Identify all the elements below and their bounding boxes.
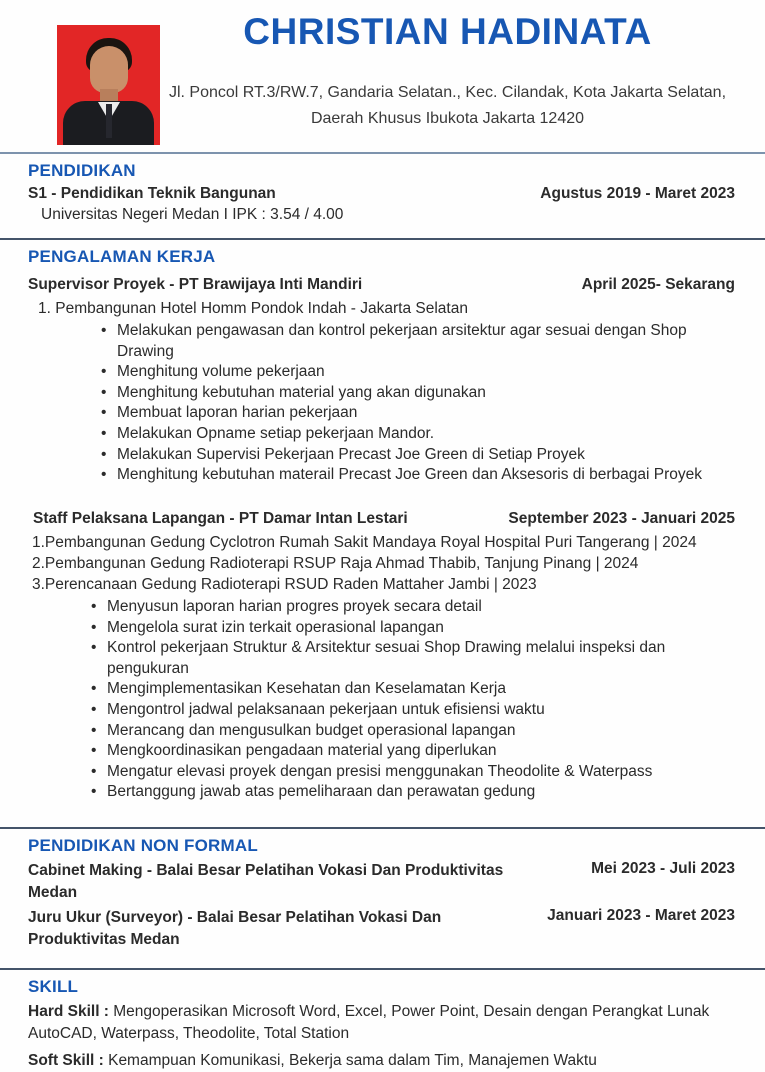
soft-skill-paragraph — [28, 1050, 735, 1072]
soft-skill-text: Kemampuan Komunikasi, Bekerja sama dalam Tim, Manajemen Waktu — [103, 1051, 597, 1069]
task-item: • Membuat laporan harian pekerjaan — [100, 403, 735, 424]
divider — [0, 152, 765, 154]
project-item: 1.Pembangunan Gedung Cyclotron Rumah Sakit Mandaya Royal Hospital Puri Tangerang | 2024 — [32, 533, 697, 551]
project-item: 1. Pembangunan Hotel Homm Pondok Indah - Jakarta Selatan — [38, 300, 468, 317]
address-line-2: Daerah Khusus Ibukota Jakarta 12420 — [310, 109, 585, 127]
address-line-1: Jl. Poncol RT.3/RW.7, Gandaria Selatan., Kec. Cilandak, Kota Jakarta Selatan, — [168, 83, 727, 101]
hard-skill-label: Hard Skill : — [28, 1002, 109, 1020]
divider — [0, 827, 765, 829]
section-title-education: PENDIDIKAN — [28, 161, 136, 180]
task-item: • Melakukan pengawasan dan kontrol pekerjaan arsitektur agar sesuai dengan Shop Drawing — [100, 321, 735, 362]
nonformal-course: Juru Ukur (Surveyor) - Balai Besar Pelatihan Vokasi Dan Produktivitas Medan — [28, 908, 442, 949]
address — [169, 80, 726, 132]
education-degree: S1 - Pendidikan Teknik Bangunan — [28, 185, 276, 202]
photo-tie-shape — [106, 104, 112, 138]
task-item: • Kontrol pekerjaan Struktur & Arsitektur sesuai Shop Drawing melalui inspeksi dan pengukuran — [90, 638, 735, 679]
task-item: • Melakukan Supervisi Pekerjaan Precast Joe Green di Setiap Proyek — [100, 445, 735, 466]
education-period: Agustus 2019 - Maret 2023 — [540, 185, 735, 202]
task-item: • Mengatur elevasi proyek dengan presisi menggunakan Theodolite & Waterpass — [90, 762, 735, 783]
section-title-experience: PENGALAMAN KERJA — [28, 247, 216, 266]
profile-photo — [57, 25, 160, 145]
education-detail: Universitas Negeri Medan I IPK : 3.54 / 4.00 — [41, 206, 344, 223]
project-list — [28, 298, 735, 319]
nonformal-period: Mei 2023 - Juli 2023 — [591, 860, 735, 877]
job-role: Staff Pelaksana Lapangan - PT Damar Intan Lestari — [33, 509, 408, 527]
hard-skill-paragraph — [28, 1001, 735, 1046]
page-title: CHRISTIAN HADINATA — [243, 11, 652, 52]
task-item: • Mengontrol jadwal pelaksanaan pekerjaan untuk efisiensi waktu — [90, 700, 735, 721]
job-period: April 2025- Sekarang — [581, 276, 735, 293]
job-header — [28, 510, 735, 528]
project-list — [28, 532, 735, 595]
header-text — [160, 12, 735, 145]
job-staff-pelaksana — [28, 510, 735, 803]
task-list — [28, 321, 735, 486]
divider — [0, 238, 765, 240]
task-item: • Merancang dan mengusulkan budget operasional lapangan — [90, 721, 735, 742]
task-item: • Mengkoordinasikan pengadaan material yang diperlukan — [90, 741, 735, 762]
section-education — [0, 161, 765, 238]
job-supervisor-proyek — [28, 276, 735, 486]
task-item: • Menghitung kebutuhan material yang akan digunakan — [100, 383, 735, 404]
job-period: September 2023 - Januari 2025 — [508, 509, 735, 527]
job-header — [28, 276, 735, 294]
section-experience — [0, 247, 765, 827]
divider — [0, 968, 765, 970]
job-role: Supervisor Proyek - PT Brawijaya Inti Mandiri — [28, 276, 363, 293]
task-list — [28, 597, 735, 803]
header — [0, 0, 765, 145]
photo-face-shape — [90, 46, 128, 93]
task-item: • Mengelola surat izin terkait operasional lapangan — [90, 618, 735, 639]
nonformal-course: Cabinet Making - Balai Besar Pelatihan Vokasi Dan Produktivitas Medan — [28, 862, 504, 902]
education-row — [28, 185, 735, 203]
task-item: • Menghitung kebutuhan materail Precast Joe Green dan Aksesoris di berbagai Proyek — [100, 465, 735, 486]
section-nonformal — [0, 836, 765, 968]
soft-skill-label: Soft Skill : — [28, 1051, 104, 1069]
hard-skill-text: Mengoperasikan Microsoft Word, Excel, Power Point, Desain dengan Perangkat Lunak AutoCAD, Waterpass, Theodolite, Total Station — [28, 1002, 710, 1043]
section-title-skill: SKILL — [28, 976, 79, 996]
nonformal-row — [28, 860, 735, 905]
project-item: 3.Perencanaan Gedung Radioterapi RSUD Raden Mattaher Jambi | 2023 — [32, 575, 537, 593]
nonformal-period: Januari 2023 - Maret 2023 — [547, 906, 735, 924]
task-item: • Menghitung volume pekerjaan — [100, 362, 735, 383]
section-skill — [0, 977, 765, 1072]
section-title-nonformal: PENDIDIKAN NON FORMAL — [28, 836, 258, 855]
task-item: • Mengimplementasikan Kesehatan dan Keselamatan Kerja — [90, 679, 735, 700]
task-item: • Melakukan Opname setiap pekerjaan Mandor. — [100, 424, 735, 445]
nonformal-row — [28, 907, 735, 952]
project-item: 2.Pembangunan Gedung Radioterapi RSUP Raja Ahmad Thabib, Tanjung Pinang | 2024 — [32, 554, 639, 572]
task-item: • Menyusun laporan harian progres proyek secara detail — [90, 597, 735, 618]
task-item: • Bertanggung jawab atas pemeliharaan dan perawatan gedung — [90, 782, 735, 803]
